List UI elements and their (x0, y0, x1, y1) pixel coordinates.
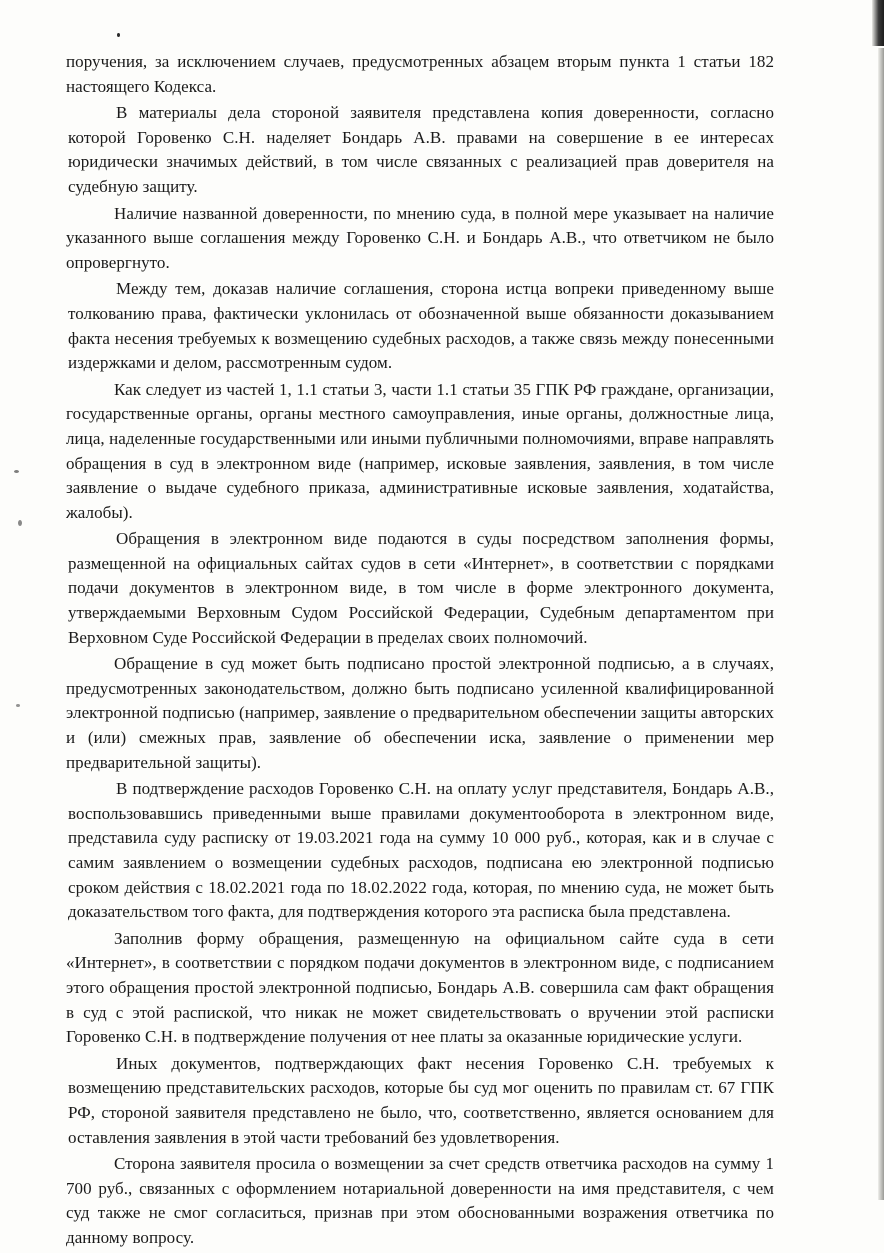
paragraph: В материалы дела стороной заявителя представлена копия доверенности, согласно которой Горовенко С.Н. наделяет Бондарь А.В. правами на совершение в ее интересах юридически значимых действий, в том числе связанных с реализацией прав доверителя на судебную защиту. (68, 103, 774, 196)
paragraph: поручения, за исключением случаев, предусмотренных абзацем вторым пункта 1 статьи 182 настоящего Кодекса. (66, 52, 774, 96)
document-page (66, 50, 774, 1253)
paragraph: Между тем, доказав наличие соглашения, сторона истца вопреки приведенному выше толкованию права, фактически уклонилась от обозначенной выше обязанности доказыванием факта несения требуемых к возмещению судебных расходов, а также связь между понесенными издержками и делом, рассмотренным судом. (68, 279, 774, 373)
scan-speck (16, 704, 20, 707)
scan-edge-shadow (878, 48, 884, 1200)
scan-speck (18, 520, 22, 526)
paragraph: Наличие названной доверенности, по мнению суда, в полной мере указывает на наличие указанного выше соглашения между Горовенко С.Н. и Бондарь А.В., что ответчиком не было опровергнуто. (66, 203, 774, 272)
paragraph: В подтверждение расходов Горовенко С.Н. на оплату услуг представителя, Бондарь А.В., воспользовавшись приведенными выше правилами документооборота в электронном виде, представила суду расписку от 19.03.2021 года на сумму 10 000 руб., которая, как и в случае с самим заявлением о возмещении судебных расходов, подписана ею электронной подписью сроком действия с 18.02.2021 года по 18.02.2022 года, которая, по мнению суда, не может быть доказательством того факта, для подтверждения которого эта расписка была представлена. (68, 779, 774, 922)
paragraph: Иных документов, подтверждающих факт несения Горовенко С.Н. требуемых к возмещению представительских расходов, которые бы суд мог оценить по правилам ст. 67 ГПК РФ, стороной заявителя представлено не было, что, соответственно, является основанием для оставления заявления в этой части требований без удовлетворения. (68, 1053, 774, 1147)
scan-edge-shadow (872, 0, 884, 46)
paragraph: Обращения в электронном виде подаются в суды посредством заполнения формы, размещенной на официальных сайтах судов в сети «Интернет», в соответствии с порядками подачи документов в электронном виде, в том числе в форме электронного документа, утверждаемыми Верховным Судом Российской Федерации, Судебным департаментом при Верховном Суде Российской Федерации в пределах своих полномочий. (68, 529, 774, 647)
paragraph: Заполнив форму обращения, размещенную на официальном сайте суда в сети «Интернет», в соответствии с порядком подачи документов в электронном виде, с подписанием этого обращения простой электронной подписью, Бондарь А.В. совершила сам факт обращения в суд с этой распиской, что никак не может свидетельствовать о вручении этой расписки Горовенко С.Н. в подтверждение получения от нее платы за оказанные юридические услуги. (66, 928, 774, 1047)
paragraph: Сторона заявителя просила о возмещении за счет средств ответчика расходов на сумму 1 700 руб., связанных с оформлением нотариальной доверенности на имя представителя, с чем суд также не смог согласиться, признав при этом обоснованными возражения ответчика по данному вопросу. (66, 1154, 774, 1247)
scan-speck (117, 33, 120, 37)
paragraph: Обращение в суд может быть подписано простой электронной подписью, а в случаях, предусмотренных законодательством, должно быть подписано усиленной квалифицированной электронной подписью (например, заявление о предварительном обеспечении защиты авторских и (или) смежных прав, заявление об обеспечении иска, заявление о применении мер предварительной защиты). (66, 654, 774, 772)
scan-speck (14, 470, 19, 473)
paragraph: Как следует из частей 1, 1.1 статьи 3, части 1.1 статьи 35 ГПК РФ граждане, организации, государственные органы, органы местного самоуправления, иные органы, должностные лица, лица, наделенные государственными или иными публичными полномочиями, вправе направлять обращения в суд в электронном виде (например, исковые заявления, заявления, в том числе заявление о выдаче судебного приказа, административные исковые заявления, ходатайства, жалобы). (66, 379, 774, 522)
